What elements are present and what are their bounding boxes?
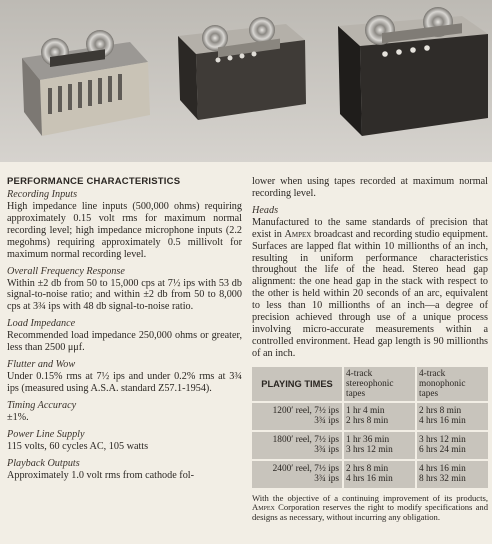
mono-time-2: 8 hrs 32 min [419, 474, 466, 485]
heads-brand: Ampex [284, 228, 312, 240]
stereo-cell [342, 459, 415, 488]
mono-cell [415, 401, 488, 430]
heads-heading: Heads [252, 204, 279, 216]
reel-size: 2400′ reel, [272, 463, 312, 474]
load-impedance-body: Recommended load impedance 250,000 ohms or greater, less than 2500 μμf. [7, 330, 242, 354]
power-heading: Power Line Supply [7, 428, 85, 440]
playback-body-continued: lower when using tapes recorded at maximum normal recording level. [252, 176, 488, 199]
recording-inputs-heading: Recording Inputs [7, 189, 78, 200]
right-recorder [338, 7, 488, 136]
footnote-post: Corporation reserves the right to modify specifications and designs as necessary, without incurring any obligation. [252, 502, 488, 522]
stereo-cell [342, 430, 415, 459]
mono-time-2: 4 hrs 16 min [419, 416, 466, 427]
mono-time-1: 4 hrs 16 min [419, 463, 466, 474]
left-column [7, 176, 242, 482]
stereo-time-2: 3 hrs 12 min [346, 445, 393, 456]
frequency-response-heading: Overall Frequency Response [7, 265, 125, 277]
table-row [252, 401, 488, 430]
timing-heading: Timing Accuracy [7, 399, 77, 411]
col-stereophonic-header: 4-track stereophonic tapes [342, 367, 415, 401]
table-row [252, 430, 488, 459]
speed-2: 3¾ ips [314, 416, 339, 427]
product-photo [0, 0, 492, 162]
performance-title: PERFORMANCE CHARACTERISTICS [7, 176, 181, 187]
playing-times-body [252, 401, 488, 488]
playing-times-header-row [252, 367, 488, 401]
footnote-pre: With the objective of a continuing improvement of its products, [252, 492, 488, 503]
reel-size: 1800′ reel, [272, 434, 312, 445]
table-row [252, 459, 488, 488]
speed-2: 3¾ ips [314, 474, 339, 485]
stereo-cell [342, 401, 415, 430]
speed-1: 7½ ips [314, 463, 339, 474]
reel-cell [252, 459, 342, 488]
recording-inputs-body: High impedance line inputs (500,000 ohms) requiring approximately 0.15 volt rms for maximum normal recording level; high impedance microphone inputs (2.2 megohms) requiring approximately 0.5 millivolt for maximum normal recording level. [7, 201, 242, 260]
mono-time-1: 3 hrs 12 min [419, 434, 466, 445]
heads-body-post: broadcast and recording studio equipment. Surfaces are lapped flat within 10 millionths of an inch, resulting in uniform performance characteristics throughout the life of the head. Stereo head gap alignment: the one head gap in the stack with respect to the other is held within 20 seconds of an arc, equivalent to less than 10 millionths of an inch—a degree of precision achieved through use of a unique process involving micro-accurate measurements within a controlled environment. Head gap length is 90 millionths of an inch. [252, 228, 488, 359]
reel-cell [252, 401, 342, 430]
flutter-heading: Flutter and Wow [7, 359, 76, 371]
col-monophonic-header: 4-track monophonic tapes [415, 367, 488, 401]
reel-size: 1200′ reel, [272, 405, 312, 416]
footnote [252, 494, 488, 522]
heads-body [252, 217, 488, 360]
stereo-time-2: 2 hrs 8 min [346, 416, 389, 427]
playback-heading: Playback Outputs [7, 457, 80, 469]
speed-1: 7½ ips [314, 405, 339, 416]
mono-cell [415, 459, 488, 488]
mono-time-1: 2 hrs 8 min [419, 405, 462, 416]
frequency-response-body: Within ±2 db from 50 to 15,000 cps at 7½ ips with 53 db signal-to-noise ratio; and within ±2 db from 50 to 8,000 cps at 3¾ ips with 48 db signal-to-noise ratio. [7, 277, 242, 313]
playing-times-title: PLAYING TIMES [252, 367, 342, 401]
flutter-body: Under 0.15% rms at 7½ ips and under 0.2% rms at 3¾ ips (measured using A.S.A. standard Z57.1-1954). [7, 371, 242, 394]
heads-body-pre: Manufactured to the same standards of precision that exist in [252, 216, 488, 240]
tape-recorders-image [0, 0, 492, 162]
mono-time-2: 6 hrs 24 min [419, 445, 466, 456]
speed-2: 3¾ ips [314, 445, 339, 456]
reel-cell [252, 430, 342, 459]
power-body: 115 volts, 60 cycles AC, 105 watts [7, 440, 149, 452]
stereo-time-2: 4 hrs 16 min [346, 474, 393, 485]
footnote-brand: Ampex [252, 502, 275, 513]
mono-cell [415, 430, 488, 459]
load-impedance-heading: Load Impedance [7, 318, 76, 330]
stereo-time-1: 1 hr 36 min [346, 434, 390, 445]
stereo-time-1: 1 hr 4 min [346, 405, 385, 416]
timing-body: ±1%. [7, 411, 29, 423]
right-column [252, 176, 488, 522]
playing-times-table [252, 367, 488, 488]
speed-1: 7½ ips [314, 434, 339, 445]
stereo-time-1: 2 hrs 8 min [346, 463, 389, 474]
playback-body: Approximately 1.0 volt rms from cathode fol- [7, 469, 195, 481]
